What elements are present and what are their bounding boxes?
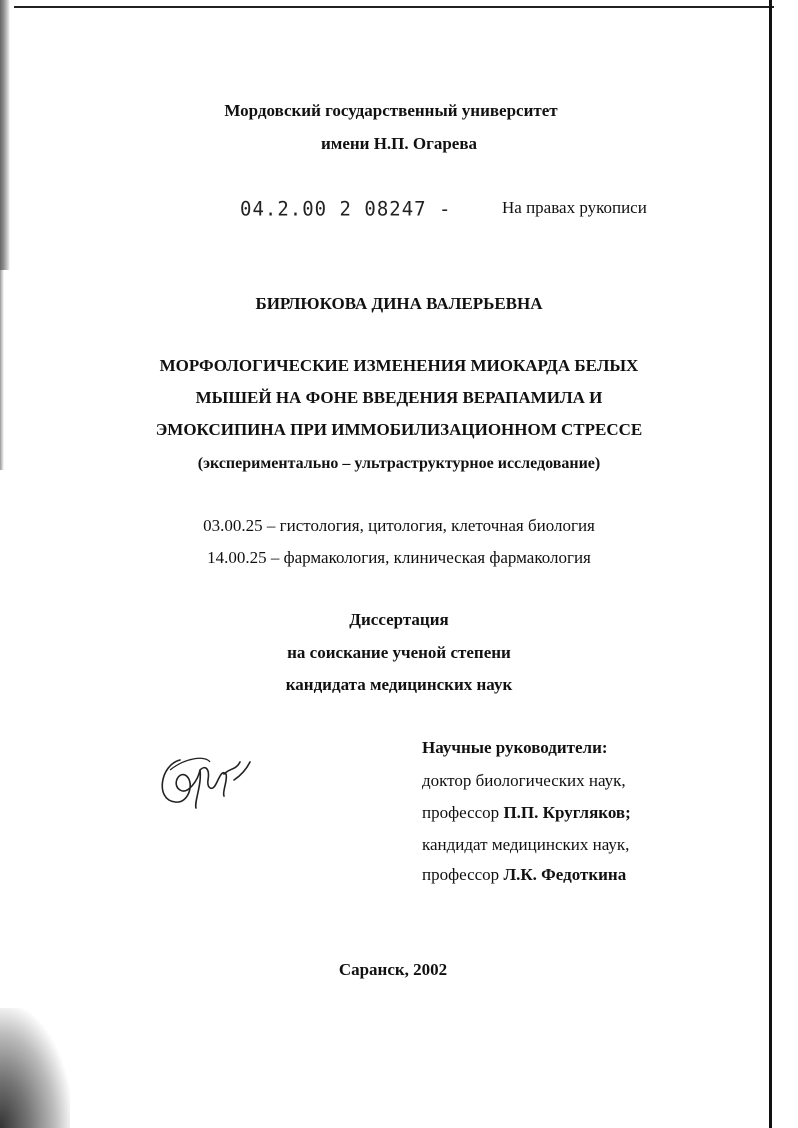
- advisor-2-title: профессор: [422, 865, 504, 884]
- handwritten-signature: [150, 740, 260, 820]
- scan-edge-top: [14, 6, 774, 8]
- degree-line-1: Диссертация: [349, 610, 449, 629]
- rights-note: На правах рукописи: [502, 198, 647, 217]
- degree-line-3: кандидата медицинских наук: [285, 675, 513, 694]
- author-name: БИРЛЮКОВА ДИНА ВАЛЕРЬЕВНА: [255, 294, 543, 313]
- advisor-2-degree: кандидат медицинских наук,: [422, 835, 630, 854]
- advisors-heading: Научные руководители:: [422, 738, 608, 757]
- title-line-2: МЫШЕЙ НА ФОНЕ ВВЕДЕНИЯ ВЕРАПАМИЛА И: [195, 388, 603, 407]
- degree-line-2: на соискание ученой степени: [287, 643, 511, 662]
- title-line-3: ЭМОКСИПИНА ПРИ ИММОБИЛИЗАЦИОННОМ СТРЕССЕ: [155, 420, 643, 439]
- advisor-2-name: Л.К. Федоткина: [503, 865, 627, 884]
- university-name: Мордовский государственный университет: [224, 101, 558, 120]
- specialty-1: 03.00.25 – гистология, цитология, клеточная биология: [203, 516, 595, 535]
- advisor-1-name: П.П. Кругляков;: [503, 803, 631, 822]
- advisor-1: [422, 803, 631, 823]
- title-subtitle: (экспериментально – ультраструктурное исследование): [197, 455, 601, 472]
- university-named-after: имени Н.П. Огарева: [320, 134, 478, 153]
- city-year: Саранск, 2002: [338, 960, 448, 979]
- specialty-2: 14.00.25 – фармакология, клиническая фармакология: [207, 548, 591, 567]
- advisor-1-degree: доктор биологических наук,: [422, 771, 626, 790]
- advisor-1-title: профессор: [422, 803, 504, 822]
- advisor-2: [422, 865, 626, 885]
- title-line-1: МОРФОЛОГИЧЕСКИЕ ИЗМЕНЕНИЯ МИОКАРДА БЕЛЫХ: [159, 356, 639, 375]
- registration-stamp: 04.2.00 2 08247 -: [240, 197, 452, 221]
- scan-shadow-bottom: [0, 1008, 70, 1128]
